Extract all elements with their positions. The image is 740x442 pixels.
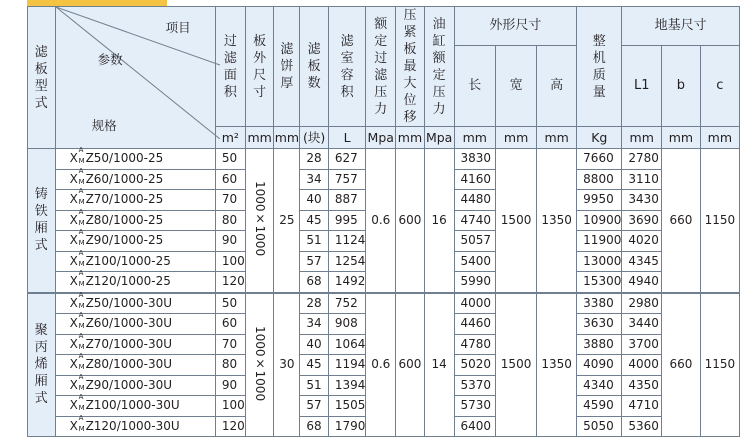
header-mass (577, 7, 622, 127)
model-cell (55, 352, 215, 376)
group-type-char: 铸 (34, 187, 48, 203)
stroke-cell: 600 (396, 293, 425, 437)
mass-cell: 3880 (577, 334, 622, 355)
mass-cell: 8800 (577, 169, 622, 190)
unit-pressure: Mpa (366, 127, 396, 149)
model-prefix-a: A (78, 269, 84, 278)
header-char: 室 (340, 50, 354, 66)
model-name: Z70/1000-30U (85, 336, 173, 351)
volume-cell: 1124 (328, 231, 366, 252)
model-prefix-x: X (69, 336, 78, 351)
plate-size-value: 1000×1000 (253, 181, 268, 257)
unit-c: mm (700, 127, 739, 149)
plates-cell: 40 (300, 190, 328, 211)
length-cell: 5020 (454, 355, 496, 376)
volume-cell: 752 (328, 293, 366, 314)
model-prefix-m: M (78, 363, 85, 372)
plates-cell: 34 (300, 314, 328, 335)
header-char: 型 (34, 78, 48, 94)
header-stroke (396, 7, 425, 127)
header-char: 滤 (307, 42, 321, 57)
header-char: 机 (592, 50, 606, 66)
volume-cell: 1194 (328, 355, 366, 376)
model-prefix (69, 228, 86, 248)
L1-cell: 4710 (622, 396, 662, 417)
model-cell (55, 413, 215, 437)
model-prefix-a: A (78, 331, 84, 340)
area-cell: 80 (215, 355, 245, 376)
header-char: 缸 (432, 33, 446, 49)
mass-cell: 15300 (577, 272, 622, 293)
group-type-char: 铁 (34, 204, 48, 220)
header-char: 积 (223, 84, 237, 100)
unit-b: mm (662, 127, 701, 149)
length-cell: 4780 (454, 334, 496, 355)
stroke-cell: 600 (396, 149, 425, 293)
header-char: 滤 (340, 33, 354, 49)
header-char: 油 (432, 16, 446, 32)
header-char: 式 (34, 95, 48, 111)
L1-cell: 4940 (622, 272, 662, 293)
model-prefix-x: X (69, 212, 78, 227)
mass-cell: 5050 (577, 416, 622, 437)
pressure-cell: 0.6 (366, 293, 396, 437)
header-volume (328, 7, 366, 127)
model-prefix-m: M (78, 301, 85, 310)
L1-cell: 4020 (622, 231, 662, 252)
plate-size-cell (245, 149, 274, 293)
header-outline: 外形尺寸 (454, 7, 577, 46)
volume-cell: 1254 (328, 251, 366, 272)
model-name: Z60/1000-30U (85, 316, 173, 331)
header-char: 板 (307, 59, 321, 74)
length-cell: 4740 (454, 210, 496, 231)
unit-mass: Kg (577, 127, 622, 149)
group-type-char: 式 (34, 391, 48, 407)
area-cell: 50 (215, 293, 245, 314)
model-cell (55, 269, 215, 293)
table-row (28, 293, 740, 314)
c-cell: 1150 (700, 293, 739, 437)
header-char: 积 (340, 84, 354, 100)
area-cell: 70 (215, 334, 245, 355)
model-prefix (69, 248, 86, 268)
model-prefix-x: X (69, 253, 78, 268)
model-name: Z50/1000-25 (85, 151, 164, 166)
area-cell: 60 (215, 314, 245, 335)
plates-cell: 68 (300, 416, 328, 437)
corner-label-canshu: 参数 (97, 52, 123, 67)
header-volume-label (341, 33, 354, 101)
model-name: Z80/1000-25 (85, 212, 164, 227)
header-pressure (366, 7, 396, 127)
area-cell: 50 (215, 149, 245, 170)
header-char: 尺 (253, 67, 267, 83)
pressure-cell: 0.6 (366, 149, 396, 293)
volume-cell: 1492 (328, 272, 366, 293)
model-prefix (69, 352, 86, 372)
header-char: 过 (374, 50, 388, 66)
header-c: c (700, 46, 739, 127)
header-plates-label (308, 41, 321, 92)
model-prefix-m: M (78, 322, 85, 331)
mass-cell: 4340 (577, 375, 622, 396)
mass-cell: 3380 (577, 293, 622, 314)
group-type (28, 293, 56, 437)
b-cell: 660 (662, 149, 701, 293)
header-oil (424, 7, 454, 127)
model-prefix-a: A (78, 393, 84, 402)
header-char: 额 (374, 16, 388, 32)
model-cell (55, 393, 215, 417)
header-char: 饼 (280, 59, 294, 74)
model-prefix-x: X (69, 274, 78, 289)
model-name: Z90/1000-25 (85, 233, 164, 248)
mass-cell: 7660 (577, 149, 622, 170)
table-row (28, 149, 740, 170)
length-cell: 5057 (454, 231, 496, 252)
header-cake (274, 7, 300, 127)
mass-cell: 4590 (577, 396, 622, 417)
corner-label-xiangmu: 项目 (165, 20, 191, 35)
corner-label-guige: 规格 (91, 118, 117, 133)
header-pressure-label (374, 16, 387, 118)
header-char: 滤 (34, 44, 48, 60)
plate-size-value: 1000×1000 (253, 325, 268, 401)
header-corner-cell (55, 7, 215, 149)
header-char: 整 (592, 33, 606, 49)
spec-table (27, 6, 740, 437)
model-prefix-m: M (78, 424, 85, 433)
header-char: 量 (592, 84, 606, 100)
header-area (215, 7, 245, 127)
model-name: Z120/1000-30U (85, 418, 180, 433)
model-prefix-x: X (69, 418, 78, 433)
unit-width: mm (496, 127, 537, 149)
volume-cell: 1394 (328, 375, 366, 396)
length-cell: 5730 (454, 396, 496, 417)
header-char: 外 (253, 50, 267, 66)
model-prefix-a: A (78, 146, 84, 155)
L1-cell: 4345 (622, 251, 662, 272)
width-cell: 1500 (496, 293, 537, 437)
header-plate-size (245, 7, 274, 127)
header-width: 宽 (496, 46, 537, 127)
spec-table-wrapper (27, 6, 740, 437)
area-cell: 80 (215, 210, 245, 231)
plates-cell: 45 (300, 210, 328, 231)
L1-cell: 3110 (622, 169, 662, 190)
model-prefix (69, 207, 86, 227)
unit-plate-size: mm (245, 127, 274, 149)
plates-cell: 51 (300, 231, 328, 252)
unit-height: mm (537, 127, 577, 149)
mass-cell: 3630 (577, 314, 622, 335)
group-type-char: 聚 (34, 323, 48, 339)
model-prefix (69, 311, 86, 331)
model-name: Z100/1000-30U (85, 398, 180, 413)
model-prefix (69, 187, 86, 207)
model-prefix-x: X (69, 398, 78, 413)
plates-cell: 28 (300, 293, 328, 314)
plates-cell: 28 (300, 149, 328, 170)
model-cell (55, 228, 215, 252)
model-prefix-m: M (78, 383, 85, 392)
header-char: 紧 (403, 25, 417, 40)
volume-cell: 887 (328, 190, 366, 211)
header-char: 厚 (280, 76, 294, 91)
model-prefix (69, 372, 86, 392)
volume-cell: 1505 (328, 396, 366, 417)
header-char: 容 (340, 67, 354, 83)
model-name: Z90/1000-30U (85, 377, 173, 392)
unit-stroke: mm (396, 127, 425, 149)
header-area-label (224, 33, 237, 101)
plates-cell: 40 (300, 334, 328, 355)
L1-cell: 2980 (622, 293, 662, 314)
header-char: 压 (374, 84, 388, 100)
model-prefix-a: A (78, 228, 84, 237)
length-cell: 6400 (454, 416, 496, 437)
model-cell (55, 187, 215, 211)
cake-cell: 25 (274, 149, 300, 293)
volume-cell: 1064 (328, 334, 366, 355)
area-cell: 100 (215, 396, 245, 417)
table-header (28, 7, 740, 149)
unit-area: m² (215, 127, 245, 149)
model-prefix-a: A (78, 352, 84, 361)
model-prefix (69, 290, 86, 310)
model-prefix-m: M (78, 198, 85, 207)
model-cell (55, 146, 215, 170)
model-name: Z70/1000-25 (85, 192, 164, 207)
header-char: 压 (432, 84, 446, 100)
header-plates (300, 7, 328, 127)
volume-cell: 908 (328, 314, 366, 335)
header-length: 长 (454, 46, 496, 127)
b-cell: 660 (662, 293, 701, 437)
model-prefix-x: X (69, 233, 78, 248)
header-char: 定 (432, 67, 446, 83)
length-cell: 4000 (454, 293, 496, 314)
plates-cell: 34 (300, 169, 328, 190)
header-char: 位 (403, 93, 417, 108)
header-L1: L1 (622, 46, 662, 127)
L1-cell: 3700 (622, 334, 662, 355)
header-char: 力 (374, 101, 388, 117)
header-b: b (662, 46, 701, 127)
header-char: 额 (432, 50, 446, 66)
model-name: Z60/1000-25 (85, 171, 164, 186)
header-char: 板 (253, 33, 267, 49)
mass-cell: 11900 (577, 231, 622, 252)
unit-cake: mm (274, 127, 300, 149)
header-char: 滤 (223, 50, 237, 66)
header-char: 力 (432, 101, 446, 117)
length-cell: 4480 (454, 190, 496, 211)
L1-cell: 3440 (622, 314, 662, 335)
header-type (28, 7, 56, 149)
header-stroke-label (403, 7, 416, 126)
length-cell: 4460 (454, 314, 496, 335)
plates-cell: 51 (300, 375, 328, 396)
header-char: 面 (223, 67, 237, 83)
header-char: 定 (374, 33, 388, 49)
model-prefix (69, 269, 86, 289)
area-cell: 100 (215, 251, 245, 272)
header-type-label (35, 44, 48, 112)
model-prefix-x: X (69, 192, 78, 207)
volume-cell: 995 (328, 210, 366, 231)
plates-cell: 45 (300, 355, 328, 376)
length-cell: 5400 (454, 251, 496, 272)
oil-cell: 14 (424, 293, 454, 437)
unit-plates: (块) (300, 127, 328, 149)
model-prefix-x: X (69, 357, 78, 372)
model-prefix-m: M (78, 177, 85, 186)
model-prefix-a: A (78, 207, 84, 216)
header-char: 移 (403, 110, 417, 125)
model-prefix-x: X (69, 377, 78, 392)
header-cake-label (280, 41, 293, 92)
table-body (28, 146, 740, 437)
header-char: 寸 (253, 84, 267, 100)
corner-diagonal-lines (56, 7, 220, 139)
area-cell: 60 (215, 169, 245, 190)
volume-cell: 627 (328, 149, 366, 170)
model-cell (55, 311, 215, 335)
mass-cell: 10900 (577, 210, 622, 231)
header-char: 最 (403, 59, 417, 74)
group-type-char: 式 (34, 238, 48, 254)
unit-oil: Mpa (424, 127, 454, 149)
L1-cell: 2780 (622, 149, 662, 170)
model-prefix-x: X (69, 316, 78, 331)
plate-size-cell (245, 293, 274, 437)
header-foundation: 地基尺寸 (622, 7, 740, 46)
width-cell: 1500 (496, 149, 537, 293)
model-prefix-m: M (78, 239, 85, 248)
model-prefix-m: M (78, 218, 85, 227)
group-type-char: 丙 (34, 340, 48, 356)
length-cell: 4160 (454, 169, 496, 190)
model-prefix-m: M (78, 404, 85, 413)
header-oil-label (433, 16, 446, 118)
group-type-char: 烯 (34, 357, 48, 373)
header-char: 过 (223, 33, 237, 49)
c-cell: 1150 (700, 149, 739, 293)
model-prefix (69, 393, 86, 413)
model-prefix-m: M (78, 157, 85, 166)
model-prefix-x: X (69, 151, 78, 166)
L1-cell: 4350 (622, 375, 662, 396)
header-char: 板 (403, 42, 417, 57)
mass-cell: 9950 (577, 190, 622, 211)
model-prefix-a: A (78, 166, 84, 175)
length-cell: 3830 (454, 149, 496, 170)
volume-cell: 757 (328, 169, 366, 190)
model-name: Z50/1000-30U (85, 295, 173, 310)
model-prefix-x: X (69, 171, 78, 186)
L1-cell: 3690 (622, 210, 662, 231)
area-cell: 90 (215, 375, 245, 396)
header-char: 压 (403, 8, 417, 23)
L1-cell: 3430 (622, 190, 662, 211)
height-cell: 1350 (537, 293, 577, 437)
model-prefix-x: X (69, 295, 78, 310)
header-char: 滤 (280, 42, 294, 57)
volume-cell: 1790 (328, 416, 366, 437)
model-prefix-a: A (78, 187, 84, 196)
model-prefix-a: A (78, 372, 84, 381)
header-plate-size-label (253, 33, 266, 101)
cake-cell: 30 (274, 293, 300, 437)
mass-cell: 4090 (577, 355, 622, 376)
oil-cell: 16 (424, 149, 454, 293)
plates-cell: 57 (300, 251, 328, 272)
header-char: 质 (592, 67, 606, 83)
model-prefix-a: A (78, 248, 84, 257)
model-name: Z120/1000-25 (85, 274, 171, 289)
header-char: 数 (307, 76, 321, 91)
model-name: Z80/1000-30U (85, 357, 173, 372)
header-mass-label (593, 33, 606, 101)
unit-volume: L (328, 127, 366, 149)
area-cell: 70 (215, 190, 245, 211)
L1-cell: 5360 (622, 416, 662, 437)
L1-cell: 4000 (622, 355, 662, 376)
model-prefix-a: A (78, 311, 84, 320)
unit-length: mm (454, 127, 496, 149)
length-cell: 5370 (454, 375, 496, 396)
model-prefix-a: A (78, 290, 84, 299)
mass-cell: 13000 (577, 251, 622, 272)
model-prefix (69, 166, 86, 186)
height-cell: 1350 (537, 149, 577, 293)
group-type-char: 厢 (34, 374, 48, 390)
header-height: 高 (537, 46, 577, 127)
model-name: Z100/1000-25 (85, 253, 171, 268)
model-prefix-m: M (78, 259, 85, 268)
model-prefix-a: A (78, 413, 84, 422)
area-cell: 90 (215, 231, 245, 252)
model-prefix-m: M (78, 280, 85, 289)
plates-cell: 57 (300, 396, 328, 417)
model-prefix-m: M (78, 342, 85, 351)
header-char: 板 (34, 61, 48, 77)
group-type-char: 厢 (34, 221, 48, 237)
area-cell: 120 (215, 272, 245, 293)
area-cell: 120 (215, 416, 245, 437)
model-prefix (69, 146, 86, 166)
unit-L1: mm (622, 127, 662, 149)
group-type (28, 149, 56, 293)
header-char: 大 (403, 76, 417, 91)
plates-cell: 68 (300, 272, 328, 293)
length-cell: 5990 (454, 272, 496, 293)
model-prefix (69, 413, 86, 433)
header-char: 滤 (374, 67, 388, 83)
model-prefix (69, 331, 86, 351)
